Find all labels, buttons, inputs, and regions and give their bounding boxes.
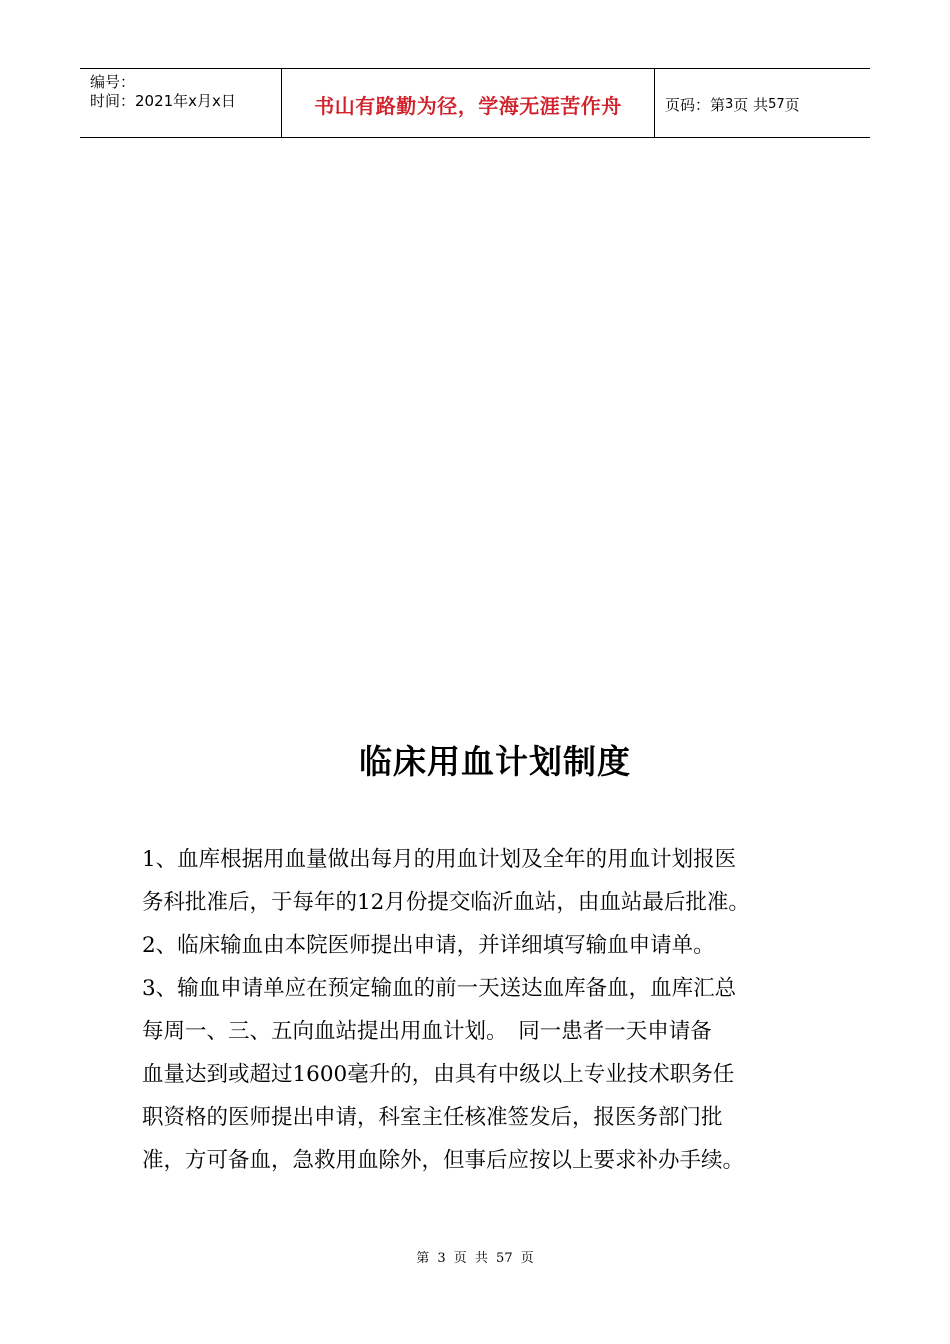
- header-motto: 书山有路勤为径，学海无涯苦作舟: [281, 69, 655, 137]
- body-line: 2、临床输血由本院医师提出申请，并详细填写输血申请单。: [142, 933, 715, 958]
- body-line: 血量达到或超过1600毫升的，由具有中级以上专业技术职务任: [142, 1062, 735, 1087]
- page-total: 57: [768, 96, 785, 112]
- header-meta-cell: [80, 69, 281, 137]
- body-line: 1、血库根据用血量做出每月的用血计划及全年的用血计划报医: [142, 847, 737, 872]
- body-line: 务科批准后，于每年的12月份提交临沂血站，由血站最后批准。: [142, 890, 750, 915]
- page-end: 页: [784, 95, 800, 114]
- body-line: 每周一、三、五向血站提出用血计划。 同一患者一天申请备: [142, 1019, 712, 1044]
- page-footer: 第 3 页 共 57 页: [416, 1251, 534, 1266]
- page-header: [80, 68, 870, 138]
- body-line: 准，方可备血，急救用血除外，但事后应按以上要求补办手续。: [142, 1148, 745, 1173]
- page-label: 页码：第: [665, 95, 726, 114]
- body-line: 职资格的医师提出申请，科室主任核准签发后，报医务部门批: [142, 1105, 723, 1130]
- body-line: 3、输血申请单应在预定输血的前一天送达血库备血，血库汇总: [142, 976, 737, 1001]
- document-code-label: 编号：: [90, 73, 136, 91]
- document-title: 临床用血计划制度: [359, 742, 631, 781]
- header-page-info: [655, 69, 870, 137]
- document-body: [142, 838, 822, 1182]
- page-current: 3: [725, 96, 734, 112]
- page-mid: 页 共: [733, 95, 769, 114]
- document-time-label: 时间：2021年x月x日: [90, 92, 236, 110]
